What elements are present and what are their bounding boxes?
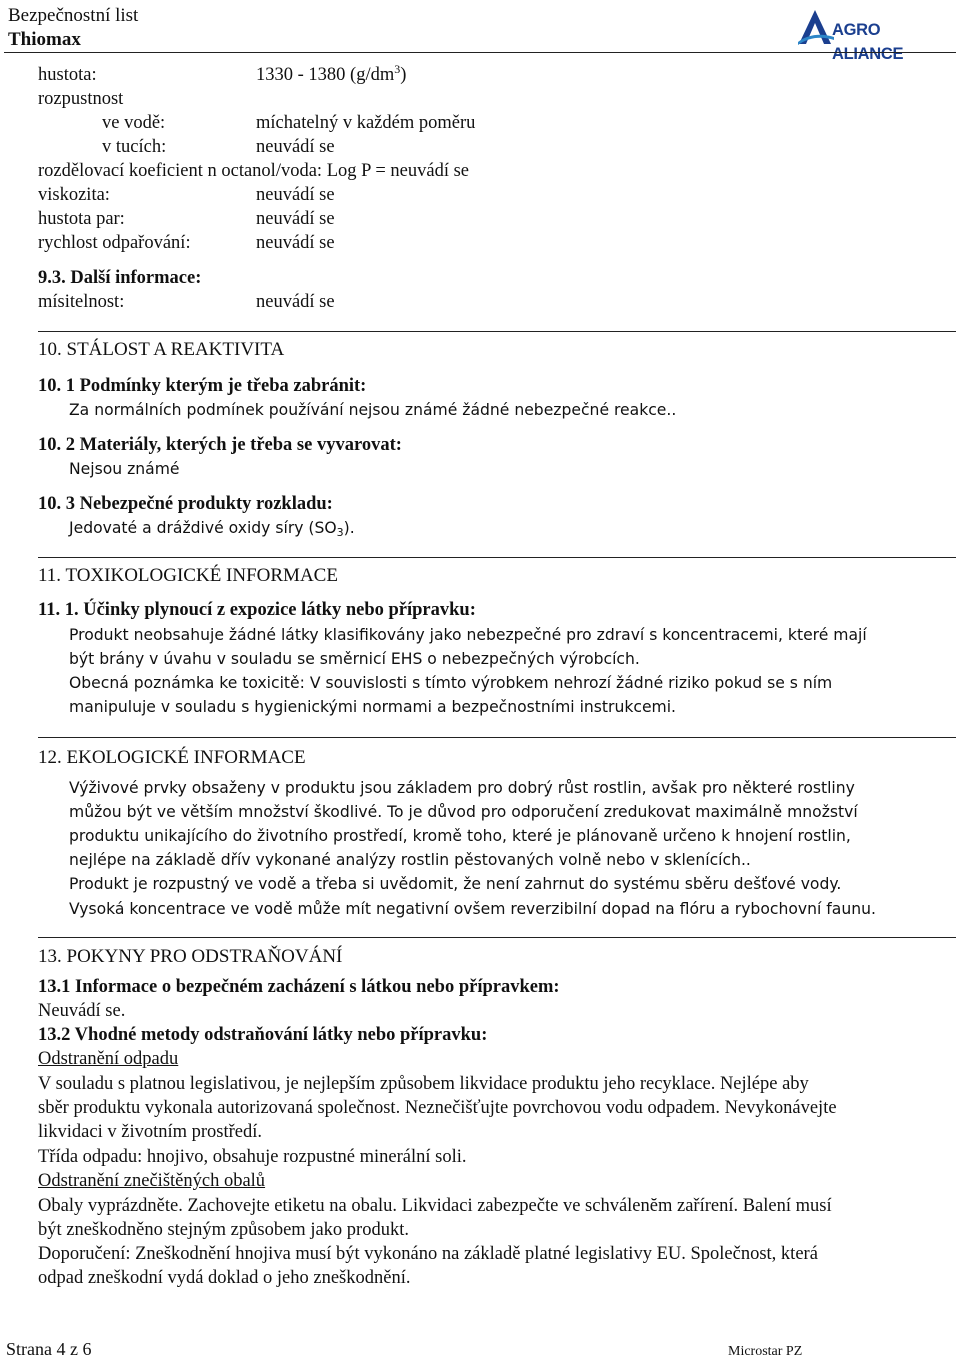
section-10-2-heading: 10. 2 Materiály, kterých je třeba se vyvarovat:	[38, 435, 402, 455]
partition-coefficient: rozdělovací koeficient n octanol/voda: Log P = neuvádí se	[38, 161, 470, 181]
section-12-text-line: Vysoká koncentrace ve vodě může mít negativní ovšem reverzibilní dopad na flóru a rybochovní faunu.	[69, 900, 876, 918]
packaging-disposal-line: odpad zneškodní vydá doklad o jeho zneškodnění.	[38, 1268, 411, 1288]
section-12-text-line: Výživové prvky obsaženy v produktu jsou základem pro dobrý růst rostlin, avšak pro některé rostliny	[69, 779, 855, 797]
section-10-1-text: Za normálních podmínek používání nejsou známé žádné nebezpečné reakce..	[69, 401, 677, 419]
section-10-3-text: Jedovaté a dráždivé oxidy síry $(SO_3)$.	[69, 519, 355, 539]
viscosity-value: neuvádí se	[256, 185, 335, 205]
section-10-1-heading: 10. 1 Podmínky kterým je třeba zabránit:	[38, 376, 367, 396]
section-10-heading: 10. STÁLOST A REAKTIVITA	[38, 339, 285, 360]
section-11-text-line: být brány v úvahu v souladu se směrnicí EHS o nebezpečných výrobcích.	[69, 650, 640, 668]
density-value: 1330 - 1380 $(g/dm^3)$	[256, 62, 407, 85]
water-solubility-label: ve vodě:	[102, 113, 166, 133]
section-divider	[38, 937, 956, 938]
water-solubility-value: míchatelný v každém poměru	[256, 113, 476, 133]
waste-disposal-line: V souladu s platnou legislativou, je nejlepším způsobem likvidace produktu jeho recyklace. Nejlépe aby	[38, 1074, 809, 1094]
section-11-1-heading: 11. 1. Účinky plynoucí z expozice látky nebo přípravku:	[38, 600, 476, 620]
section-12-text-line: Produkt je rozpustný ve vodě a třeba si uvědomit, že není zahrnut do systému sběru dešťové vody.	[69, 875, 842, 893]
product-name: Thiomax	[8, 29, 81, 50]
section-10-3-heading: 10. 3 Nebezpečné produkty rozkladu:	[38, 494, 333, 514]
section-13-2-heading: 13.2 Vhodné metody odstraňování látky nebo přípravku:	[38, 1025, 488, 1045]
section-divider	[38, 331, 956, 332]
waste-disposal-line: likvidaci v životním prostředí.	[38, 1122, 263, 1142]
vapor-density-label: hustota par:	[38, 209, 125, 229]
agro-aliance-logo-icon	[796, 6, 836, 46]
document-title: Bezpečnostní list	[8, 5, 139, 26]
section-divider	[38, 557, 956, 558]
section-11-heading: 11. TOXIKOLOGICKÉ INFORMACE	[38, 565, 338, 586]
page-number: Strana 4 z 6	[6, 1339, 92, 1359]
packaging-disposal-line: být zneškodněno stejným způsobem jako produkt.	[38, 1220, 409, 1240]
header-divider	[4, 52, 956, 53]
miscibility-label: mísitelnost:	[38, 292, 125, 312]
section-11-text-line: Produkt neobsahuje žádné látky klasifikovány jako nebezpečné pro zdraví s koncentracemi, které mají	[69, 626, 867, 644]
section-12-heading: 12. EKOLOGICKÉ INFORMACE	[38, 747, 306, 768]
section-12-text-line: můžou být ve větším množství škodlivé. To je důvod pro odporučení zredukovat maximálně množství	[69, 803, 858, 821]
footer-author: Microstar PZ	[728, 1344, 803, 1359]
viscosity-label: viskozita:	[38, 185, 110, 205]
section-13-1-text: Neuvádí se.	[38, 1001, 126, 1021]
section-13-1-heading: 13.1 Informace o bezpečném zacházení s látkou nebo přípravkem:	[38, 977, 560, 997]
section-11-text-line: manipuluje v souladu s hygienickými normami a bezpečnostními instrukcemi.	[69, 698, 677, 716]
section-13-heading: 13. POKYNY PRO ODSTRAŇOVÁNÍ	[38, 946, 343, 967]
waste-disposal-line: sběr produktu vykonala autorizovaná společnost. Neznečišťujte povrchovou vodu odpadem. Nevykonávejte	[38, 1098, 837, 1118]
section-12-text-line: nejlépe na základě dřív vykonané analýzy rostlin pěstovaných volně nebo v sklenících..	[69, 851, 751, 869]
packaging-disposal-heading: Odstranění znečištěných obalů	[38, 1171, 266, 1191]
packaging-disposal-line: Obaly vyprázdněte. Zachovejte etiketu na obalu. Likvidaci zabezpečte ve schválenĕm zařírení. Balení musí	[38, 1196, 832, 1216]
company-logo	[796, 6, 952, 63]
more-info-heading: 9.3. Další informace:	[38, 268, 202, 288]
logo-text: AGRO ALIANCE	[832, 21, 904, 63]
vapor-density-value: neuvádí se	[256, 209, 335, 229]
fat-solubility-value: neuvádí se	[256, 137, 335, 157]
density-label: hustota:	[38, 65, 97, 85]
waste-disposal-heading: Odstranění odpadu	[38, 1049, 179, 1069]
section-10-2-text: Nejsou známé	[69, 460, 180, 478]
section-12-text-line: produktu unikajícího do životního prostředí, kromě toho, které je plánovaně určeno k hnojení rostlin,	[69, 827, 851, 845]
fat-solubility-label: v tucích:	[102, 137, 167, 157]
packaging-disposal-line: Doporučení: Zneškodnění hnojiva musí být vykonáno na základě platné legislativy EU. Společnost, která	[38, 1244, 818, 1264]
miscibility-value: neuvádí se	[256, 292, 335, 312]
evaporation-rate-value: neuvádí se	[256, 233, 335, 253]
evaporation-rate-label: rychlost odpařování:	[38, 233, 191, 253]
solubility-label: rozpustnost	[38, 89, 124, 109]
section-divider	[38, 737, 956, 738]
waste-disposal-line: Třída odpadu: hnojivo, obsahuje rozpustné minerální soli.	[38, 1147, 467, 1167]
section-11-text-line: Obecná poznámka ke toxicitě: V souvislosti s tímto výrobkem nehrozí žádné riziko pokud se s ním	[69, 674, 833, 692]
